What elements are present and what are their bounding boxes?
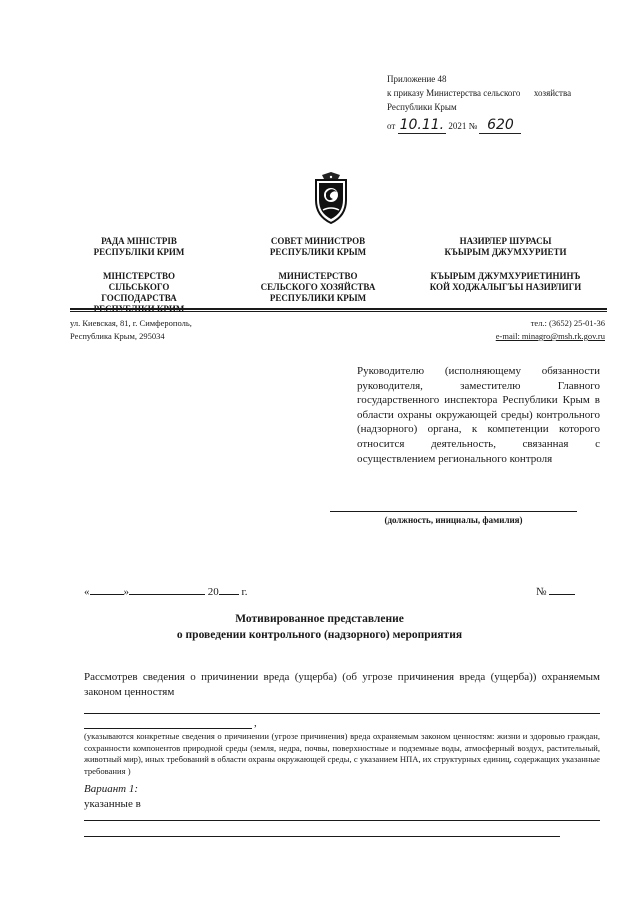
document-title: Мотивированное представление — [235, 613, 404, 625]
order-prefix: от — [387, 121, 396, 131]
fill-line-3 — [84, 820, 600, 821]
fill-line-comma: , — [254, 717, 257, 729]
number-field: № — [536, 584, 575, 598]
body-paragraph: Рассмотрев сведения о причинении вреда (ущерба) (об угрозе причинения вреда (ущерба)) охраняемым законом ценностям — [84, 671, 600, 698]
order-number-handwritten: 620 — [479, 118, 521, 134]
header-russian: СОВЕТ МИНИСТРОВ РЕСПУБЛИКИ КРЫМ МИНИСТЕРСТВО СЕЛЬСКОГО ХОЗЯЙСТВА РЕСПУБЛИКИ КРЫМ — [260, 236, 376, 303]
fill-line-4 — [84, 836, 560, 837]
annex-line-1: Приложение 48 — [387, 74, 447, 84]
email-link[interactable]: e-mail: minagro@msh.rk.gov.ru — [495, 331, 605, 341]
annex-line-2: к приказу Министерства сельского хозяйства — [387, 88, 572, 98]
annex-line-3: Республики Крым — [387, 102, 457, 112]
header-divider-thick — [70, 308, 607, 310]
ministry-address: ул. Киевская, 81, г. Симферополь, Республика Крым, 295034 — [70, 318, 192, 341]
crimea-emblem-icon — [306, 166, 356, 226]
indicated-text: указанные в — [84, 798, 141, 810]
fill-line-2 — [84, 728, 252, 729]
addressee-caption: (должность, инициалы, фамилия) — [384, 515, 523, 525]
date-field: « » 20 г. — [84, 586, 248, 598]
order-date-handwritten: 10.11. — [399, 117, 445, 133]
header-ukrainian: РАДА МІНІСТРІВ РЕСПУБЛІКИ КРИМ МІНІСТЕРСТВО СІЛЬСЬКОГО ГОСПОДАРСТВА — [93, 236, 185, 303]
addressee-signature-line — [330, 511, 577, 512]
header-divider-thin — [70, 311, 607, 312]
phone: тел.: (3652) 25-01-36 — [530, 318, 605, 328]
annex-block — [387, 72, 571, 114]
order-reference — [387, 118, 521, 134]
note-text: (указываются конкретные сведения о причинении (угрозе причинения) вреда охраняемым законом ценностям: жизни и здоровью граждан, сохранности компонентов природной среды (земля, недра, почвы, поверхностные и подземные воды, атмосферный воздух, растительный, животный мир), иных требований в области охраны окружающей среды, с указанием НПА, их структурных единиц, содержащих указанные требования ) — [84, 731, 600, 776]
header-crimean-tatar: НАЗИРЛЕР ШУРАСЫ КЪЫРЫМ ДЖУМХУРИЕТИ КЪЫРЫМ ДЖУМХУРИЕТИНИНЪ КОЙ ХОДЖАЛЫГЪЫ НАЗИРЛИГИ — [429, 236, 582, 292]
variant-label: Вариант 1: — [84, 783, 139, 795]
addressee-block: Руководителю (исполняющему обязанности руководителя, заместителю Главного государственного инспектора Республики Крым в области охраны окружающей среды) контрольного (надзорного) органа, к компетенции которого относится деятельность, связанная с осуществлением регионального контроля — [357, 365, 600, 465]
order-year: 2021 № — [448, 121, 478, 131]
ministry-contacts — [496, 317, 605, 343]
document-subtitle: о проведении контрольного (надзорного) мероприятия — [176, 629, 463, 641]
fill-line-1 — [84, 713, 600, 714]
